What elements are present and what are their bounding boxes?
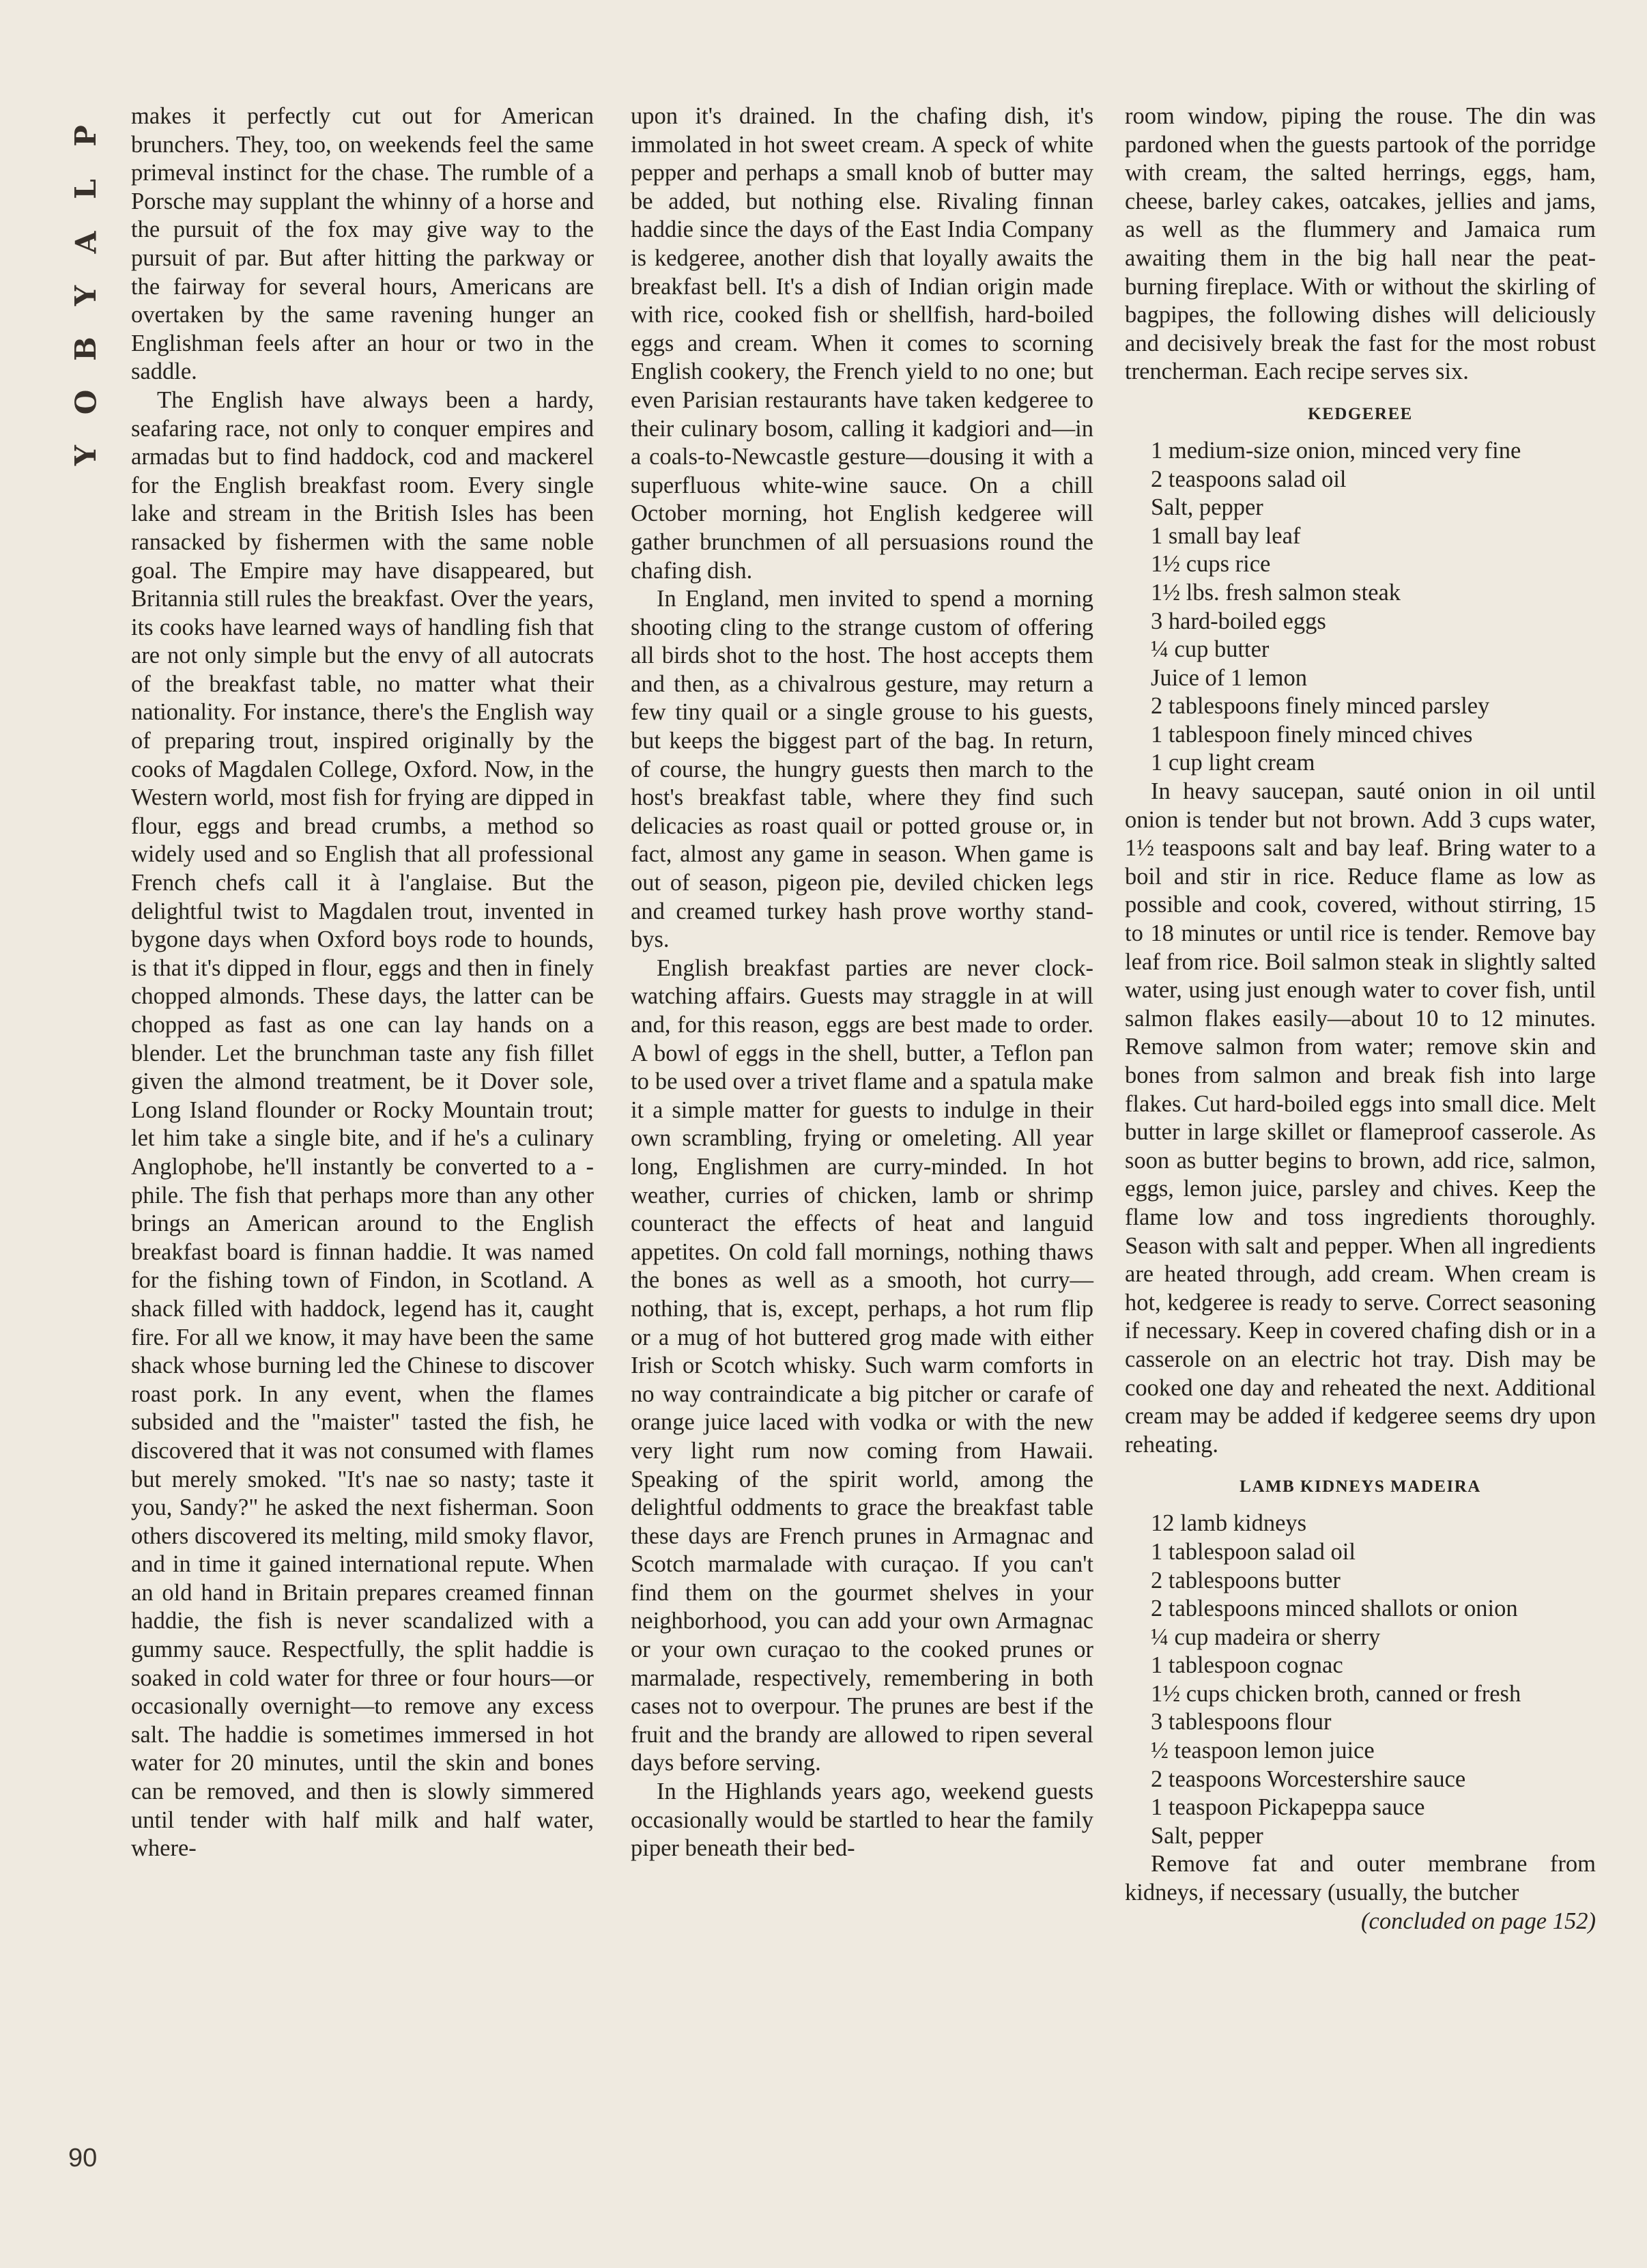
logo-letter: B: [69, 337, 102, 361]
paragraph: In England, men invited to spend a morning shooting cling to the strange custom of offering all birds shot to the host. The host accepts them and then, as a chivalrous gesture, may return a few tiny quail or a single grouse to his guests, but keeps the biggest part of the bag. In return, of course, the hungry guests then march to the host's breakfast table, where they find such delicacies as roast quail or potted grouse or, in fact, almost any game in season. When game is out of season, pigeon pie, deviled chicken legs and creamed turkey hash prove worthy stand-bys.: [631, 586, 1093, 953]
ingredient: 2 teaspoons Worcestershire sauce: [1151, 1766, 1466, 1792]
column-2: [631, 102, 1093, 1863]
column-3: [1125, 102, 1596, 1936]
ingredient: 1½ cups chicken broth, canned or fresh: [1151, 1680, 1521, 1707]
ingredient: 1½ lbs. fresh salmon steak: [1151, 579, 1401, 606]
ingredient: ¼ cup madeira or sherry: [1151, 1624, 1381, 1650]
continued-on-page-note: (concluded on page 152): [1361, 1908, 1596, 1934]
ingredient: 12 lamb kidneys: [1151, 1510, 1307, 1537]
ingredient: 3 hard-boiled eggs: [1151, 608, 1326, 634]
column-1: [131, 102, 594, 1863]
recipe-title-lamb-kidneys: LAMB KIDNEYS MADEIRA: [1240, 1477, 1481, 1497]
ingredient: 2 teaspoons salad oil: [1151, 466, 1347, 492]
ingredient: 1½ cups rice: [1151, 551, 1271, 578]
ingredient: ¼ cup butter: [1151, 636, 1270, 663]
ingredient: 2 tablespoons finely minced parsley: [1151, 693, 1490, 720]
ingredient: 2 tablespoons minced shallots or onion: [1151, 1596, 1518, 1622]
ingredient: 1 tablespoon finely minced chives: [1151, 721, 1473, 748]
recipe-title-kedgeree: KEDGEREE: [1308, 404, 1413, 423]
ingredient: 1 tablespoon salad oil: [1151, 1538, 1356, 1565]
recipe-method-lamb-kidneys: Remove fat and outer membrane from kidneys, if necessary (usually, the butcher: [1125, 1851, 1596, 1906]
ingredient: 1 small bay leaf: [1151, 522, 1301, 549]
ingredient: Salt, pepper: [1151, 1822, 1263, 1849]
recipe-method-kedgeree: In heavy saucepan, sauté onion in oil until onion is tender but not brown. Add 3 cups water, 1½ teaspoons salt and bay leaf. Bring water to a boil and stir in rice. Reduce flame as low as possible and cook, covered, without stirring, 15 to 18 minutes or until rice is tender. Remove bay leaf from rice. Boil salmon steak in slightly salted water, using just enough water to cover fish, until salmon flakes easily—about 10 to 12 minutes. Remove salmon from water; remove skin and bones from salmon and break fish into large flakes. Cut hard-boiled eggs into small dice. Melt butter in large skillet or flameproof casserole. As soon as butter begins to brown, add rice, salmon, eggs, lemon juice, parsley and chives. Keep the flame low and toss ingredients thoroughly. Season with salt and pepper. When all ingredients are heated through, add cream. When cream is hot, kedgeree is ready to serve. Correct seasoning if necessary. Keep in covered chafing dish or in a casserole on an electric hot tray. Dish may be cooked one day and reheated the next. Additional cream may be added if kedgeree seems dry upon reheating.: [1125, 778, 1596, 1458]
paragraph: In the Highlands years ago, weekend guests occasionally would be startled to hear the family piper beneath their bed-: [631, 1778, 1093, 1862]
ingredient: ½ teaspoon lemon juice: [1151, 1738, 1375, 1764]
logo-letter: O: [69, 389, 102, 415]
ingredient: 1 medium-size onion, minced very fine: [1151, 437, 1521, 464]
paragraph: makes it perfectly cut out for American brunchers. They, too, on weekends feel the same primeval instinct for the chase. The rumble of a Porsche may supplant the whinny of a horse and the pursuit of the fox may give way to the pursuit of par. But after hitting the parkway or the fairway for several hours, Americans are overtaken by the same ravening hunger an Englishman feels after an hour or two in the saddle.: [131, 103, 594, 385]
logo-letter: Y: [68, 285, 102, 306]
ingredient: 1 teaspoon Pickapeppa sauce: [1151, 1794, 1425, 1821]
ingredient: 1 tablespoon cognac: [1151, 1652, 1343, 1679]
magazine-sidebar-logo: [45, 109, 127, 482]
logo-letter: Y: [68, 445, 102, 466]
ingredient-list-lamb-kidneys: [1125, 1509, 1596, 1850]
ingredient: Salt, pepper: [1151, 494, 1263, 521]
logo-letter: L: [69, 179, 102, 199]
paragraph: English breakfast parties are never clock-watching affairs. Guests may straggle in at will and, for this reason, eggs are best made to order. A bowl of eggs in the shell, butter, a Teflon pan to be used over a trivet flame and a spatula make it a simple matter for guests to indulge in their own scrambling, frying or omeleting. All year long, Englishmen are curry-minded. In hot weather, curries of chicken, lamb or shrimp counteract the effects of heat and languid appetites. On cold fall mornings, nothing thaws the bones as well as a smooth, hot curry—nothing, that is, except, perhaps, a hot rum flip or a mug of hot buttered grog made with either Irish or Scotch whisky. Such warm comforts in no way contraindicate a big pitcher or carafe of orange juice laced with vodka or with the new very light rum now coming from Hawaii. Speaking of the spirit world, among the delightful oddments to grace the breakfast table these days are French prunes in Armagnac and Scotch marmalade with curaçao. If you can't find them on the gourmet shelves in your neighborhood, you can add your own Armagnac or your own curaçao to the cooked prunes or marmalade, respectively, remembering in both cases not to overpour. The prunes are best if the fruit and the brandy are allowed to ripen several days before serving.: [631, 954, 1093, 1776]
paragraph: upon it's drained. In the chafing dish, it's immolated in hot sweet cream. A speck of white pepper and perhaps a small knob of butter may be added, but nothing else. Rivaling finnan haddie since the days of the East India Company is kedgeree, another dish that loyally awaits the breakfast bell. It's a dish of Indian origin made with rice, cooked fish or shellfish, hard-boiled eggs and cream. When it comes to scorning English cookery, the French yield to no one; but even Parisian restaurants have taken kedgeree to their culinary bosom, calling it kadgiori and—in a coals-to-Newcastle gesture—dousing it with a superfluous white-wine sauce. On a chill October morning, hot English kedgeree will gather brunchmen of all persuasions round the chafing dish.: [631, 103, 1093, 584]
page-number: 90: [68, 2144, 98, 2172]
ingredient: 2 tablespoons butter: [1151, 1567, 1341, 1593]
paragraph: The English have always been a hardy, seafaring race, not only to conquer empires and armadas but to find haddock, cod and mackerel for the English breakfast room. Every single lake and stream in the British Isles has been ransacked by fishermen with the same noble goal. The Empire may have disappeared, but Britannia still rules the breakfast. Over the years, its cooks have learned ways of handling fish that are not only simple but the envy of all autocrats of the breakfast table, no matter what their nationality. For instance, there's the English way of preparing trout, inspired originally by the cooks of Magdalen College, Oxford. Now, in the Western world, most fish for frying are dipped in flour, eggs and bread crumbs, a method so widely used and so English that all professional French chefs call it à l'anglaise. But the delightful twist to Magdalen trout, invented in bygone days when Oxford boys rode to hounds, is that it's dipped in flour, eggs and then in finely chopped almonds. These days, the latter can be chopped as fast as one can lay hands on a blender. Let the brunchman taste any fish fillet given the almond treatment, be it Dover sole, Long Island flounder or Rocky Mountain trout; let him take a single bite, and if he's a culinary Anglophobe, he'll instantly be converted to a -phile. The fish that perhaps more than any other brings an American around to the English breakfast board is finnan haddie. It was named for the fishing town of Findon, in Scotland. A shack filled with haddock, legend has it, caught fire. For all we know, it may have been the same shack whose burning led the Chinese to discover roast pork. In any event, when the flames subsided and the "maister" tasted the fish, he discovered that it was not consumed with flames but merely smoked. "It's nae so nasty; taste it you, Sandy?" he asked the next fisherman. Soon others discovered its melting, mild smoky flavor, and in time it gained international repute. When an old hand in Britain prepares creamed finnan haddie, the fish is never scandalized with a gummy sauce. Respectfully, the split haddie is soaked in cold water for three or four hours—or occasionally overnight—to remove any excess salt. The haddie is sometimes immersed in hot water for 20 minutes, until the skin and bones can be removed, and then is slowly simmered until tender with half milk and half water, where-: [131, 386, 594, 1862]
ingredient: Juice of 1 lemon: [1151, 664, 1307, 691]
paragraph: room window, piping the rouse. The din was pardoned when the guests partook of the porridge with cream, the salted herrings, eggs, ham, cheese, barley cakes, oatcakes, jellies and jams, as well as the flummery and Jamaica rum awaiting them in the big hall near the peat-burning fireplace. With or without the skirling of bagpipes, the following dishes will deliciously and decisively break the fast for the most robust trencherman. Each recipe serves six.: [1125, 103, 1596, 385]
logo-letter: P: [69, 125, 102, 147]
logo-letter: A: [69, 231, 102, 254]
ingredient-list-kedgeree: [1125, 437, 1596, 778]
ingredient: 3 tablespoons flour: [1151, 1709, 1332, 1735]
ingredient: 1 cup light cream: [1151, 750, 1315, 776]
